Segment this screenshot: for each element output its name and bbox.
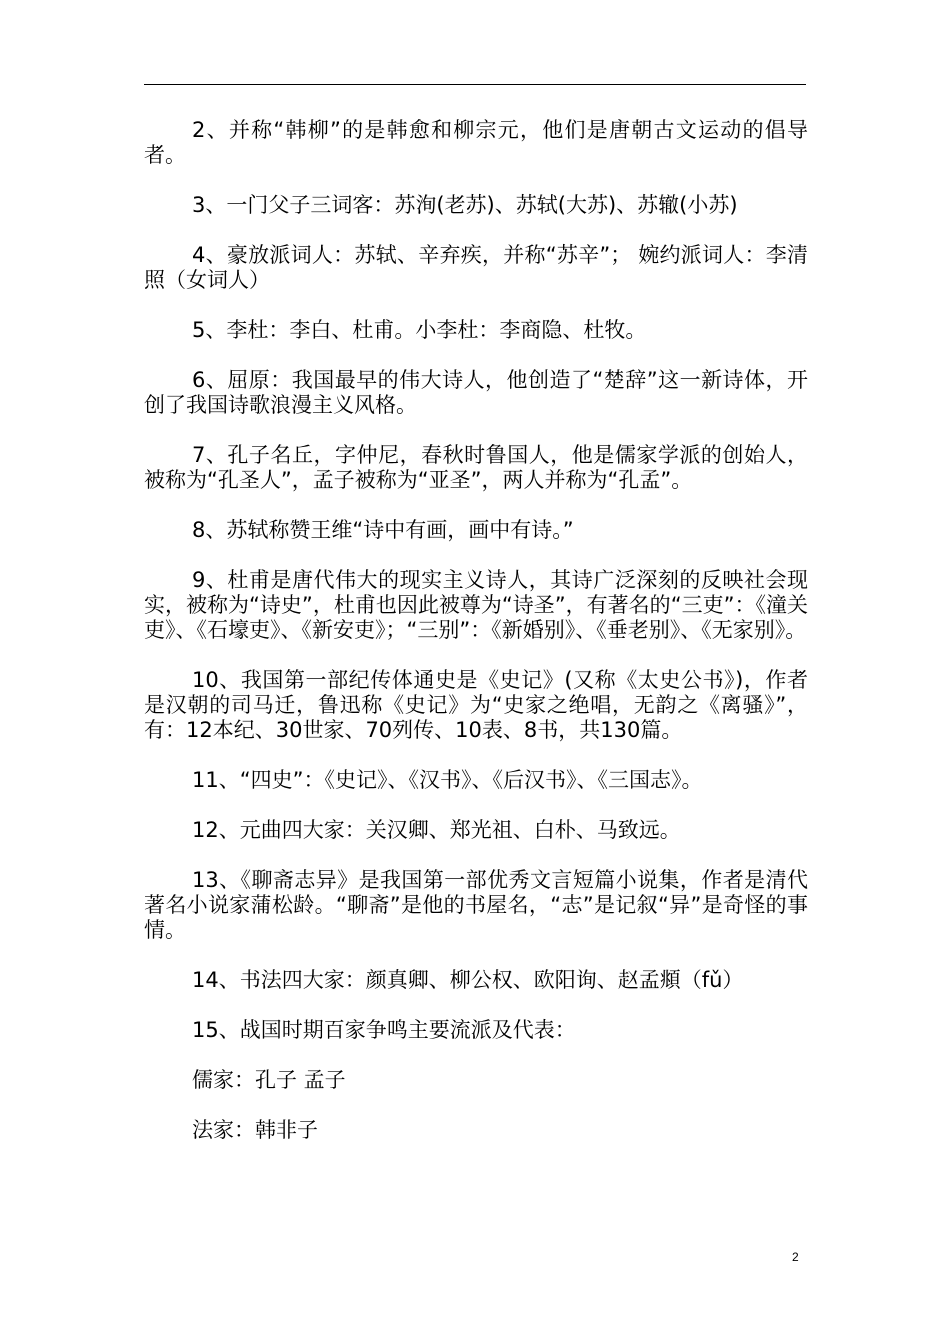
paragraph-item-9: 9、杜甫是唐代伟大的现实主义诗人，其诗广泛深刻的反映社会现实，被称为“诗史”，杜甫也因此被尊为“诗圣”，有著名的“三吏”：《潼关吏》、《石壕吏》、《新安吏》；“三别”：《新婚别》、《垂老别》、《无家别》。 bbox=[144, 568, 808, 642]
paragraph-legalist: 法家：韩非子 bbox=[192, 1118, 318, 1142]
paragraph-item-3: 3、一门父子三词客：苏洵(老苏)、苏轼(大苏)、苏辙(小苏) bbox=[192, 193, 738, 217]
paragraph-item-11: 11、“四史”：《史记》、《汉书》、《后汉书》、《三国志》。 bbox=[192, 768, 703, 792]
paragraph-item-2: 2、并称“韩柳”的是韩愈和柳宗元，他们是唐朝古文运动的倡导者。 bbox=[144, 118, 808, 167]
paragraph-item-4: 4、豪放派词人：苏轼、辛弃疾，并称“苏辛”； 婉约派词人：李清照（女词人） bbox=[144, 243, 808, 292]
paragraph-confucian: 儒家：孔子 孟子 bbox=[192, 1068, 346, 1092]
paragraph-item-5: 5、李杜：李白、杜甫。小李杜：李商隐、杜牧。 bbox=[192, 318, 647, 342]
page-number: 2 bbox=[792, 1250, 799, 1264]
paragraph-item-12: 12、元曲四大家：关汉卿、郑光祖、白朴、马致远。 bbox=[192, 818, 681, 842]
paragraph-item-7: 7、孔子名丘，字仲尼，春秋时鲁国人，他是儒家学派的创始人，被称为“孔圣人”，孟子被称为“亚圣”，两人并称为“孔孟”。 bbox=[144, 443, 808, 492]
document-body bbox=[144, 118, 808, 1168]
paragraph-item-13: 13、《聊斋志异》是我国第一部优秀文言短篇小说集，作者是清代著名小说家蒲松龄。“聊斋”是他的书屋名，“志”是记叙“异”是奇怪的事情。 bbox=[144, 868, 808, 942]
paragraph-item-15: 15、战国时期百家争鸣主要流派及代表： bbox=[192, 1018, 576, 1042]
paragraph-item-8: 8、苏轼称赞王维“诗中有画，画中有诗。” bbox=[192, 518, 574, 542]
paragraph-item-10: 10、我国第一部纪传体通史是《史记》(又称《太史公书》)，作者是汉朝的司马迁，鲁迅称《史记》为“史家之绝唱，无韵之《离骚》”，有：12本纪、30世家、70列传、10表、8书，共130篇。 bbox=[144, 668, 808, 742]
paragraph-item-14: 14、书法四大家：颜真卿、柳公权、欧阳询、赵孟頫（fǔ） bbox=[192, 968, 744, 992]
paragraph-item-6: 6、屈原：我国最早的伟大诗人，他创造了“楚辞”这一新诗体，开创了我国诗歌浪漫主义风格。 bbox=[144, 368, 808, 417]
header-rule bbox=[144, 84, 806, 85]
